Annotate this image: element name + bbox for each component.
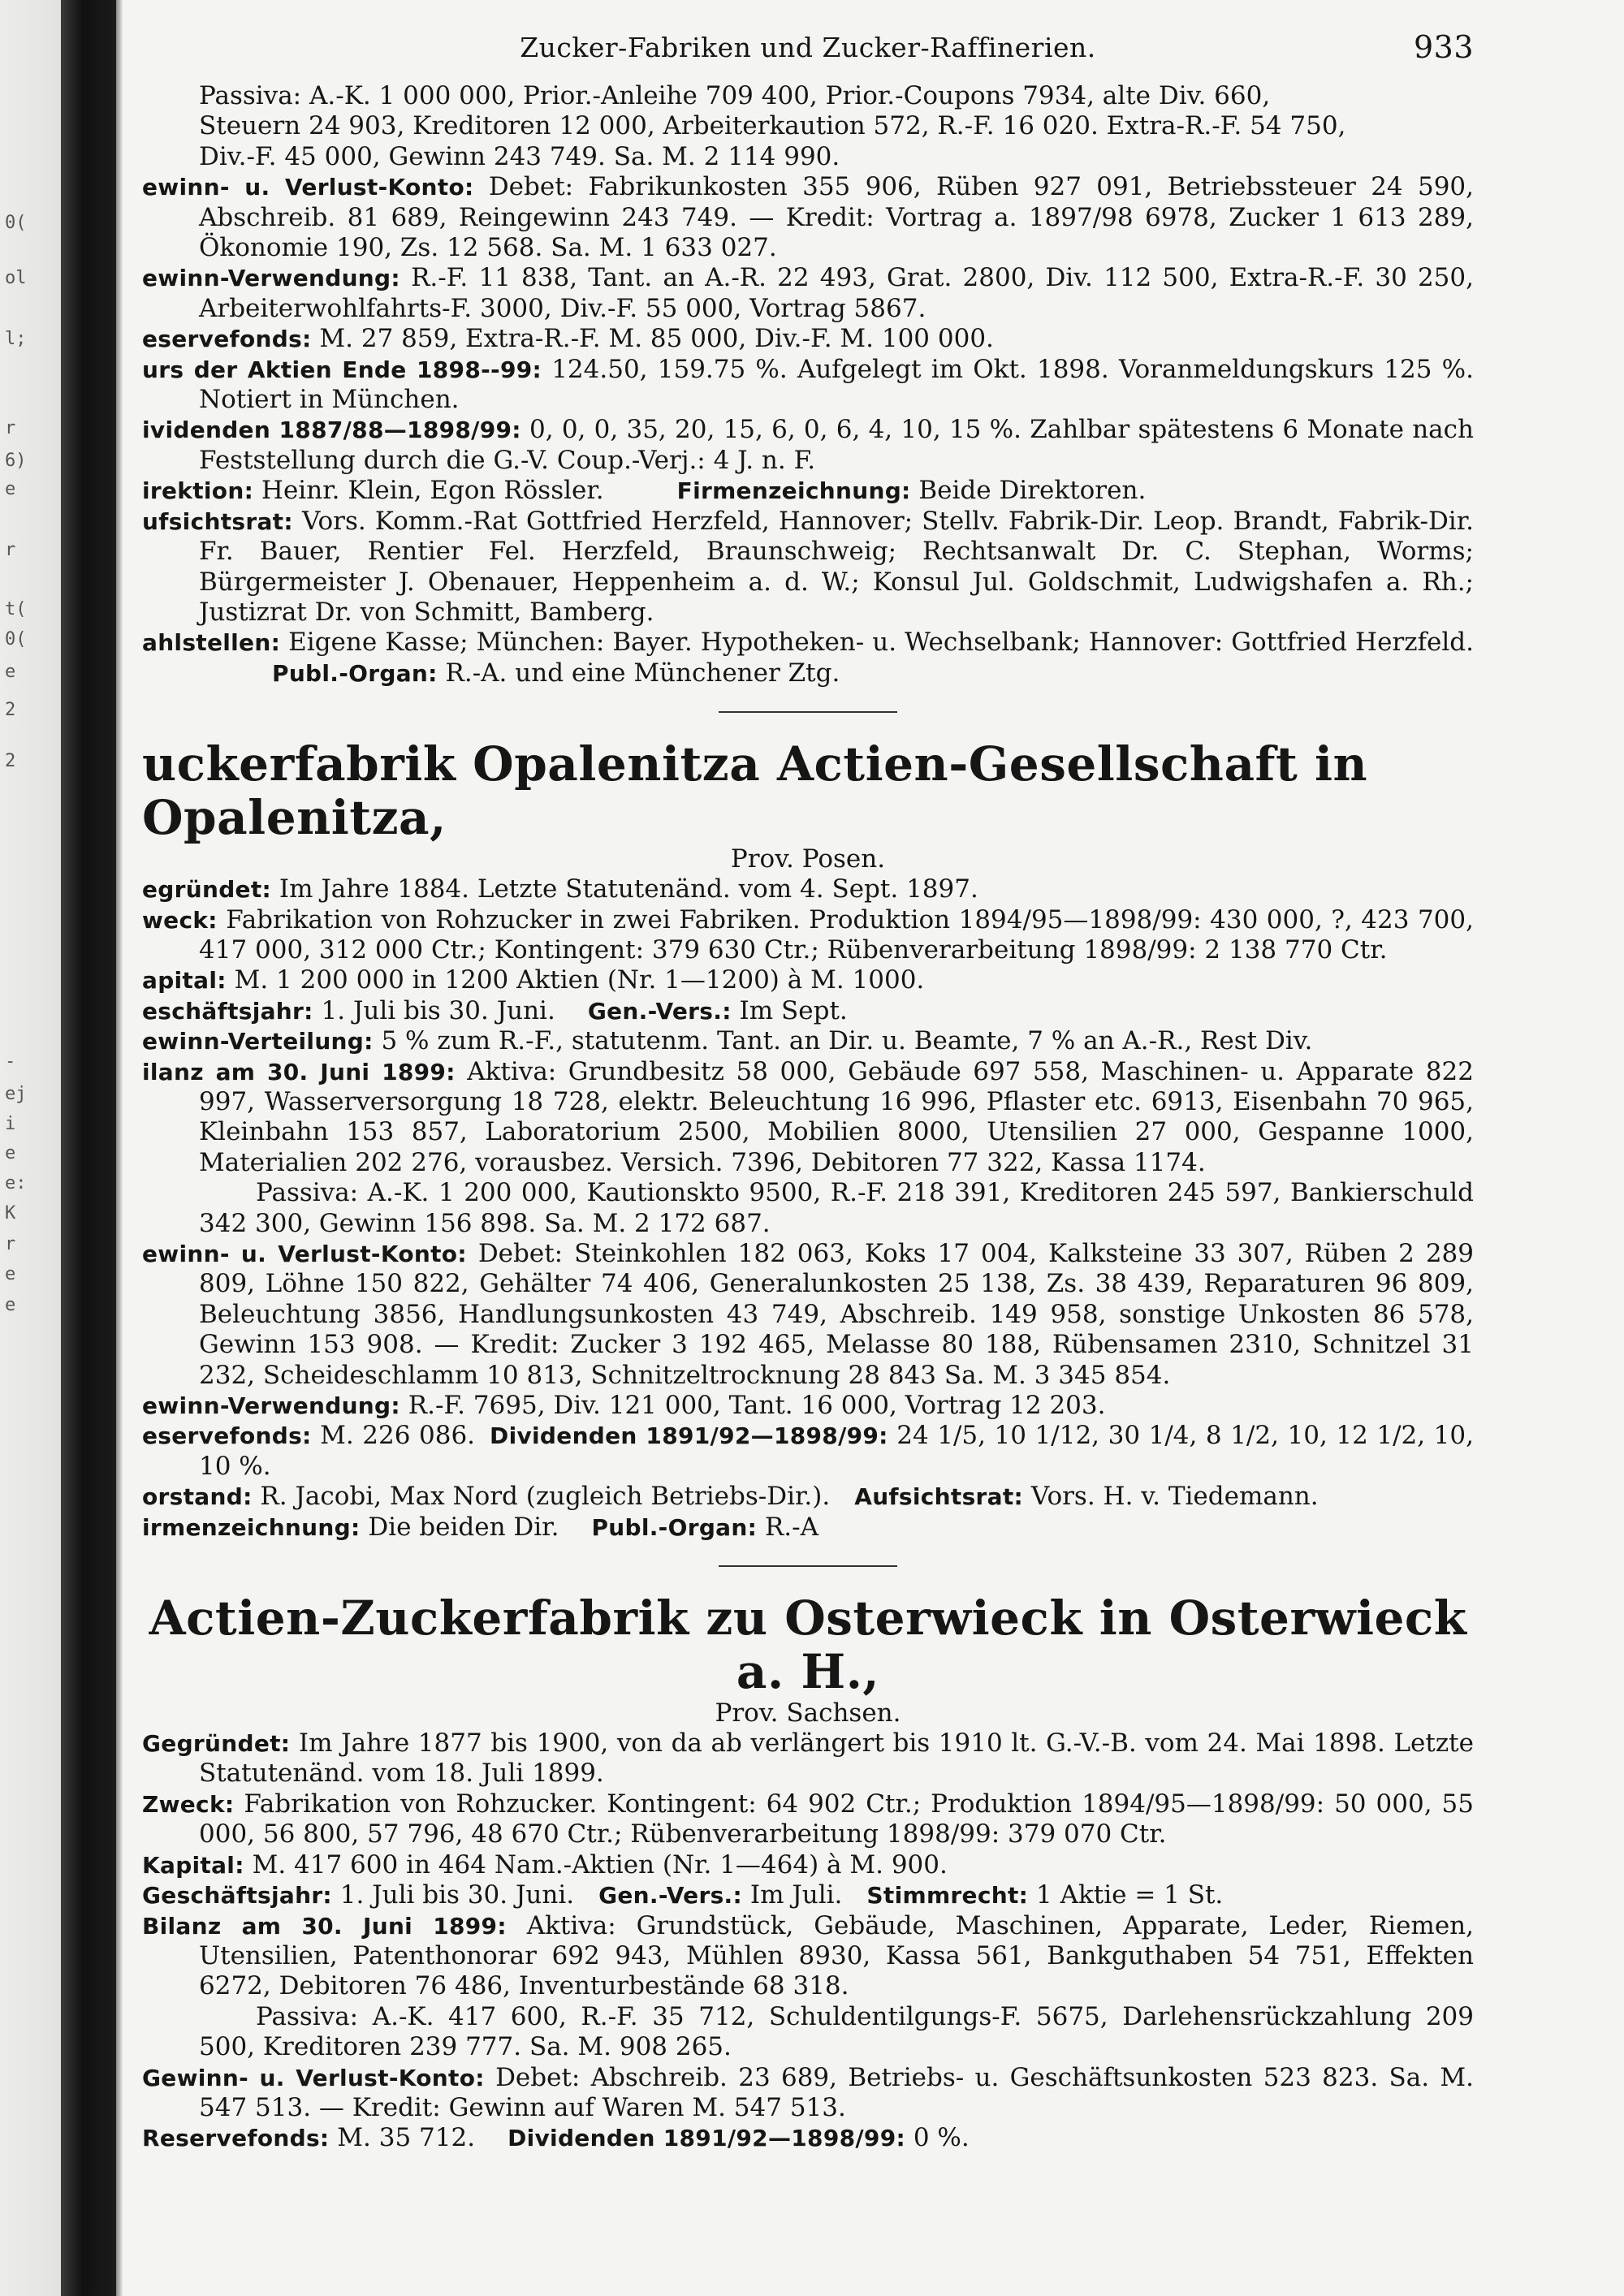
margin-fragment: e xyxy=(5,479,16,499)
entry-text: 0 %. xyxy=(905,2123,970,2153)
entry-text: Eigene Kasse; München: Bayer. Hypotheken- u. Wechselbank; Hannover: Gottfried Herzfeld. xyxy=(280,628,1474,658)
zweck-entry xyxy=(142,905,1474,966)
entry-text: M. 1 200 000 in 1200 Aktien (Nr. 1—1200) à M. 1000. xyxy=(226,965,925,995)
entry-label: ividenden 1887/88—1898/99: xyxy=(142,416,521,444)
entry-label: ewinn-Verwendung: xyxy=(142,265,400,292)
entry-label: ewinn- u. Verlust-Konto: xyxy=(142,174,474,201)
bilanz-entry xyxy=(142,1057,1474,1179)
entry-text: Im Sept. xyxy=(731,995,848,1025)
geschaeftsjahr-entry xyxy=(142,996,1474,1026)
zweck-entry xyxy=(142,1789,1474,1850)
entry-text: Die beiden Dir. xyxy=(360,1512,559,1542)
entry-text: R.-A. und eine Münchener Ztg. xyxy=(437,658,840,688)
entry-label: urs der Aktien Ende 1898--99: xyxy=(142,356,542,383)
entry-text: M. 35 712. xyxy=(329,2123,476,2153)
margin-fragment: e xyxy=(5,662,16,682)
passiva-line: Passiva: A.-K. 1 000 000, Prior.-Anleihe 709 400, Prior.-Coupons 7934, alte Div. 660, xyxy=(199,81,1271,110)
entry-label: eschäftsjahr: xyxy=(142,997,313,1025)
entry-text: 24 1/5, 10 1/12, 30 1/4, 8 1/2, 10, 12 1/2, 10, 10 %. xyxy=(199,1421,1474,1481)
aufsichtsrat-entry xyxy=(142,507,1474,628)
margin-fragment: e: xyxy=(5,1173,27,1193)
margin-fragment: r xyxy=(5,1234,16,1254)
section-continuation xyxy=(142,81,1474,688)
entry-text: Beide Direktoren. xyxy=(910,476,1147,506)
entry-label: Reservefonds: xyxy=(142,2125,330,2152)
gegruendet-entry xyxy=(142,1728,1474,1789)
entry-text: Aktiva: Grundstück, Gebäude, Maschinen, Apparate, Leder, Riemen, Utensilien, Patenthonorar 692 943, Mühlen 8930, Kassa 561, Bankguthaben 54 751, Effekten 6272, Debitoren 76 486, Inventurbestände 68 318. xyxy=(199,1910,1474,2001)
entry-label: eservefonds: xyxy=(142,1422,312,1450)
entry-label: orstand: xyxy=(142,1483,253,1511)
entry-text: 1 Aktie = 1 St. xyxy=(1028,1880,1224,1910)
entry-text: Vors. H. v. Tiedemann. xyxy=(1023,1482,1319,1512)
entry-text: M. 27 859, Extra-R.-F. M. 85 000, Div.-F. M. 100 000. xyxy=(311,324,994,354)
margin-fragment: l; xyxy=(5,329,27,349)
entry-label: Firmenzeichnung: xyxy=(676,477,911,505)
entry-text: R. Jacobi, Max Nord (zugleich Betriebs-Dir.). xyxy=(252,1482,831,1512)
geschaeftsjahr-entry xyxy=(142,1880,1474,1910)
entry-label: Gen.-Vers.: xyxy=(587,997,732,1025)
company-title: Actien-Zuckerfabrik zu Osterwieck in Osterwieck a. H., xyxy=(149,1590,1467,1700)
margin-fragment: 0( xyxy=(5,629,27,650)
entry-label: Gewinn- u. Verlust-Konto: xyxy=(142,2064,485,2091)
left-margin-strip xyxy=(0,0,61,2296)
entry-label: apital: xyxy=(142,967,227,995)
entry-label: ilanz am 30. Juni 1899: xyxy=(142,1058,456,1085)
entry-text: Heinr. Klein, Egon Rössler. xyxy=(253,476,604,506)
margin-fragment: r xyxy=(5,418,16,438)
entry-text: Im Jahre 1884. Letzte Statutenänd. vom 4. Sept. 1897. xyxy=(271,874,978,904)
reserve-entry xyxy=(142,1421,1474,1482)
entry-text: Fabrikation von Rohzucker in zwei Fabriken. Produktion 1894/95—1898/99: 430 000, ?, 423 700, 417 000, 312 000 Ctr.; Kontingent: 379 630 Ctr.; Rübenverarbeitung 1898/99: 2 138 770 Ctr. xyxy=(199,904,1474,965)
entry-text: M. 226 086. xyxy=(311,1421,476,1451)
entry-text: Im Juli. xyxy=(741,1880,843,1910)
entry-label: Kapital: xyxy=(142,1851,244,1879)
direktion-entry xyxy=(142,476,1474,506)
zahlstellen-entry xyxy=(142,628,1474,688)
entry-label: ewinn-Verwendung: xyxy=(142,1392,400,1420)
entry-text: Debet: Fabrikunkosten 355 906, Rüben 927 091, Betriebssteuer 24 590, Abschreib. 81 689, Reingewinn 243 749. — Kredit: Vortrag a. 1897/98 6978, Zucker 1 613 289, Ökonomie 190, Zs. 12 568. Sa. M. 1 633 027. xyxy=(199,172,1474,263)
entry-label: Stimmrecht: xyxy=(866,1882,1029,1910)
entry-label: weck: xyxy=(142,906,218,934)
margin-fragment: ej xyxy=(5,1084,27,1104)
running-title: Zucker-Fabriken und Zucker-Raffinerien. xyxy=(520,32,1096,63)
entry-label: Aufsichtsrat: xyxy=(854,1483,1024,1511)
entry-text: 1. Juli bis 30. Juni. xyxy=(331,1880,575,1910)
margin-fragment: t( xyxy=(5,599,27,619)
entry-text: R.-F. 11 838, Tant. an A.-R. 22 493, Grat. 2800, Div. 112 500, Extra-R.-F. 30 250, Arbeiterwohlfahrts-F. 3000, Div.-F. 55 000, Vortrag 5867. xyxy=(199,263,1474,323)
entry-text: 1. Juli bis 30. Juni. xyxy=(313,995,555,1025)
margin-fragment: 2 xyxy=(5,751,16,771)
entry-text: M. 417 600 in 464 Nam.-Aktien (Nr. 1—464) à M. 900. xyxy=(244,1849,948,1880)
margin-fragment: 2 xyxy=(5,700,16,720)
province: Prov. Sachsen. xyxy=(715,1698,901,1728)
company-entry-opalenitza xyxy=(142,737,1474,1543)
entry-text: 124.50, 159.75 %. Aufgelegt im Okt. 1898. Voranmeldungskurs 125 %. Notiert in München. xyxy=(199,354,1474,415)
entry-label: irmenzeichnung: xyxy=(142,1513,361,1541)
entry-text: R.-A xyxy=(757,1512,819,1542)
verwendung-entry xyxy=(142,263,1474,324)
passiva-entry: Passiva: A.-K. 1 200 000, Kautionskto 9500, R.-F. 218 391, Kreditoren 245 597, Bankierschuld 342 300, Gewinn 156 898. Sa. M. 2 172 687. xyxy=(199,1178,1474,1238)
section-divider xyxy=(719,711,897,713)
margin-fragment: i xyxy=(5,1114,16,1134)
entry-label: egründet: xyxy=(142,876,272,904)
entry-label: ahlstellen: xyxy=(142,629,281,657)
margin-fragment: - xyxy=(5,1051,16,1072)
margin-fragment: e xyxy=(5,1143,16,1163)
entry-label: Zweck: xyxy=(142,1790,235,1818)
entry-text: Debet: Abschreib. 23 689, Betriebs- u. Geschäftsunkosten 523 823. Sa. M. 547 513. — Kredit: Gewinn auf Waren M. 547 513. xyxy=(199,2062,1474,2122)
entry-label: Gegründet: xyxy=(142,1730,291,1758)
gegruendet-entry xyxy=(142,874,1474,904)
company-entry-osterwieck xyxy=(142,1591,1474,2154)
entry-text: Vors. Komm.-Rat Gottfried Herzfeld, Hannover; Stellv. Fabrik-Dir. Leop. Brandt, Fabrik-Dir. Fr. Bauer, Rentier Fel. Herzfeld, Braunschweig; Rechtsanwalt Dr. C. Stephan, Worms; Bürgermeister J. Obenauer, Heppenheim a. d. W.; Konsul Jul. Goldschmit, Ludwigshafen a. Rh.; Justizrat Dr. von Schmitt, Bamberg. xyxy=(199,506,1474,627)
guv-entry xyxy=(142,172,1474,263)
province: Prov. Posen. xyxy=(730,844,886,874)
entry-label: ewinn-Verteilung: xyxy=(142,1028,374,1055)
bilanz-entry xyxy=(142,1911,1474,2002)
kurs-entry xyxy=(142,355,1474,416)
passiva-line: Div.-F. 45 000, Gewinn 243 749. Sa. M. 2 114 990. xyxy=(199,141,840,171)
page-number: 933 xyxy=(1413,29,1474,65)
dividenden-entry xyxy=(142,415,1474,476)
entry-text: Fabrikation von Rohzucker. Kontingent: 64 902 Ctr.; Produktion 1894/95—1898/99: 50 000, 55 000, 56 800, 57 796, 48 670 Ctr.; Rübenverarbeitung 1898/99: 379 070 Ctr. xyxy=(199,1789,1474,1849)
margin-fragment: e xyxy=(5,1264,16,1284)
entry-text: Aktiva: Grundbesitz 58 000, Gebäude 697 558, Maschinen- u. Apparate 822 997, Wasserversorgung 18 728, elektr. Beleuchtung 16 996, Pflaster etc. 6913, Eisenbahn 70 965, Kleinbahn 153 857, Laboratorium 2500, Mobilien 8000, Utensilien 27 000, Gespanne 1000, Materialien 202 276, vorausbez. Versich. 7396, Debitoren 77 322, Kassa 1174. xyxy=(199,1056,1474,1177)
entry-label: eservefonds: xyxy=(142,326,312,353)
entry-label: Geschäftsjahr: xyxy=(142,1882,332,1910)
book-spine-shadow xyxy=(61,0,116,2296)
entry-label: Bilanz am 30. Juni 1899: xyxy=(142,1912,507,1940)
entry-text: R.-F. 7695, Div. 121 000, Tant. 16 000, Vortrag 12 203. xyxy=(400,1391,1106,1421)
verteilung-entry xyxy=(142,1026,1474,1056)
margin-fragment: e xyxy=(5,1295,16,1315)
entry-label: Dividenden 1891/92—1898/99: xyxy=(508,2125,905,2152)
running-header xyxy=(142,29,1474,81)
guv-entry xyxy=(142,2063,1474,2124)
passiva-line: Steuern 24 903, Kreditoren 12 000, Arbeiterkaution 572, R.-F. 16 020. Extra-R.-F. 54 750, xyxy=(199,111,1346,141)
reserve-entry xyxy=(142,324,1474,354)
page-content xyxy=(142,29,1475,2154)
entry-label: Gen.-Vers.: xyxy=(598,1882,742,1910)
company-title: uckerfabrik Opalenitza Actien-Gesellschaft in Opalenitza, xyxy=(142,736,1368,846)
margin-fragment: r xyxy=(5,540,16,560)
entry-label: ewinn- u. Verlust-Konto: xyxy=(142,1241,467,1267)
entry-text: 0, 0, 0, 35, 20, 15, 6, 0, 6, 4, 10, 15 %. Zahlbar spätestens 6 Monate nach Feststellung durch die G.-V. Coup.-Verj.: 4 J. n. F. xyxy=(199,415,1474,475)
margin-fragment: 6) xyxy=(5,451,27,471)
margin-fragment: ol xyxy=(5,268,27,288)
kapital-entry xyxy=(142,1850,1474,1880)
verwendung-entry xyxy=(142,1391,1474,1421)
entry-label: Dividenden 1891/92—1898/99: xyxy=(490,1422,888,1450)
margin-fragment: K xyxy=(5,1203,16,1224)
passiva-entry: Passiva: A.-K. 417 600, R.-F. 35 712, Schuldentilgungs-F. 5675, Darlehensrückzahlung 209 500, Kreditoren 239 777. Sa. M. 908 265. xyxy=(199,2001,1474,2062)
entry-label: ufsichtsrat: xyxy=(142,507,293,535)
section-divider xyxy=(719,1565,897,1567)
entry-text: Im Jahre 1877 bis 1900, von da ab verlängert bis 1910 lt. G.-V.-B. vom 24. Mai 1898. Letzte Statutenänd. vom 18. Juli 1899. xyxy=(199,1728,1474,1789)
reserve-entry xyxy=(142,2123,1474,2153)
entry-text: Debet: Steinkohlen 182 063, Koks 17 004, Kalksteine 33 307, Rüben 2 289 809, Löhne 150 822, Gehälter 74 406, Generalunkosten 25 138, Zs. 38 439, Reparaturen 96 809, Beleuchtung 3856, Handlungsunkosten 43 749, Abschreib. 149 958, sonstige Unkosten 86 578, Gewinn 153 908. — Kredit: Zucker 3 192 465, Melasse 80 188, Rübensamen 2310, Schnitzel 31 232, Scheideschlamm 10 813, Schnitzeltrocknung 28 843 Sa. M. 3 345 854. xyxy=(199,1239,1475,1390)
firmenzeichnung-entry xyxy=(142,1513,1474,1543)
margin-fragment: 0( xyxy=(5,213,27,233)
entry-label: Publ.-Organ: xyxy=(272,659,438,687)
guv-entry xyxy=(142,1239,1474,1391)
kapital-entry xyxy=(142,965,1474,995)
entry-label: irektion: xyxy=(142,477,254,505)
vorstand-entry xyxy=(142,1482,1474,1512)
page-edge xyxy=(116,0,123,2296)
entry-text: 5 % zum R.-F., statutenm. Tant. an Dir. u. Beamte, 7 % an A.-R., Rest Div. xyxy=(373,1026,1313,1056)
entry-label: Publ.-Organ: xyxy=(591,1513,758,1541)
